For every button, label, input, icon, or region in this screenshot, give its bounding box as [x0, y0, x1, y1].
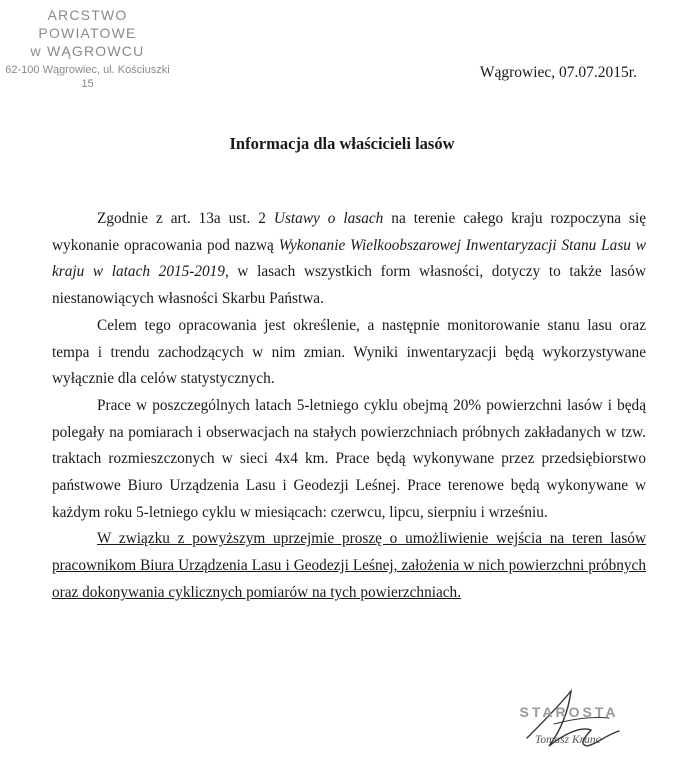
signature-title: STAROSTA [519, 704, 619, 720]
document-title: Informacja dla właścicieli lasów [229, 134, 455, 153]
p1-text-a: Zgodnie z art. 13a ust. 2 [97, 210, 274, 227]
signature-block [499, 686, 664, 758]
paragraph-2: Celem tego opracowania jest określenie, a następnie monitorowanie stanu lasu oraz tempa i trendu zachodzących w nim zmian. Wyniki inwentaryzacji będą wykorzystywane wyłącznie dla celów statystycznych. [52, 316, 646, 388]
letter-body [52, 206, 646, 607]
signature-name: Tomasz Kranc [535, 734, 601, 746]
stamp-address: 62-100 Wągrowiec, ul. Kościuszki 15 [5, 64, 170, 90]
paragraph-4-request: W związku z powyższym uprzejmie proszę o umożliwienie wejścia na teren lasów pracownikom Biura Urządzenia Lasu i Geodezji Leśnej, założenia w nich powierzchni próbnych oraz dokonywania cyklicznych pomiarów na tych powierzchniach. [52, 530, 646, 601]
paragraph-1 [52, 206, 646, 313]
p1-text-c: na terenie całego kraju rozpoczyna się wykonanie opracowania pod nazwą [52, 210, 646, 254]
p1-project-name: Wykonanie Wielkoobszarowej Inwentaryzacji Stanu Lasu w kraju w latach 2015-2019 [52, 236, 646, 281]
paragraph-3: Prace w poszczególnych latach 5-letniego cyklu obejmą 20% powierzchni lasów i będą polegały na pomiarach i obserwacjach na stałych powierzchniach próbnych zakładanych w tzw. traktach rozmieszczonych w sieci 4x4 km. Prace będą wykonywane przez przedsiębiorstwo państwowe Biuro Urządzenia Lasu i Geodezji Leśnej. Prace terenowe będą wykonywane w każdym roku 5-letniego cyklu w miesiącach: czerwcu, lipcu, sierpniu i wrześniu. [52, 396, 646, 521]
p1-text-e: , w lasach wszystkich form własności, dotyczy to także lasów niestanowiących własności Skarbu Państwa. [52, 263, 646, 308]
stamp-line-2: w WĄGROWCU [30, 43, 145, 59]
stamp-line-1: ARCSTWO POWIATOWE [38, 7, 137, 41]
p1-act-name: Ustawy o lasach [273, 210, 384, 227]
office-stamp [0, 6, 175, 91]
dateline: Wągrowiec, 07.07.2015r. [479, 64, 637, 81]
